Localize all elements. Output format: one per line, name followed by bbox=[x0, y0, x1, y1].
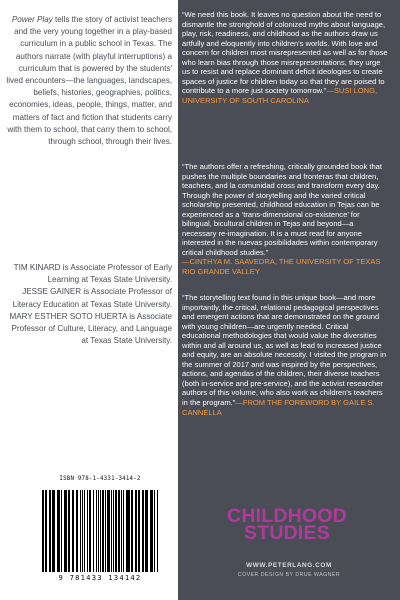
author-bios bbox=[4, 262, 172, 347]
barcode-bar bbox=[73, 490, 74, 572]
barcode-bar bbox=[107, 490, 110, 572]
barcode-bar bbox=[113, 490, 114, 572]
barcode-bar bbox=[82, 490, 83, 572]
cover-designer: COVER DESIGN BY DRUE WAGNER bbox=[237, 572, 341, 578]
barcode-bar bbox=[89, 490, 92, 572]
barcode-bar bbox=[157, 490, 158, 572]
barcode-bar bbox=[43, 490, 44, 572]
barcode-bar bbox=[98, 490, 99, 572]
endorsement-quote bbox=[178, 10, 388, 105]
barcode-bar bbox=[136, 490, 137, 572]
barcode-bar bbox=[151, 490, 153, 572]
barcode-bar bbox=[121, 490, 122, 572]
barcode-bar bbox=[138, 490, 140, 572]
publisher-url: WWW.PETERLANG.COM bbox=[246, 562, 332, 569]
barcode-bar bbox=[84, 490, 86, 572]
barcode-bar bbox=[58, 490, 60, 572]
barcode-graphic bbox=[32, 484, 168, 572]
barcode-bar bbox=[76, 490, 79, 572]
barcode-bar bbox=[45, 490, 47, 572]
left-column bbox=[0, 0, 178, 600]
book-summary bbox=[4, 14, 172, 148]
quote-text: “The storytelling text found in this unique book—and more importantly, the critical, relational pedagogical perspectives and emergent actions that are demonstrated on the ground with young children—are urgently needed. Critical educational methodologies that would value the diversities within and all around us, as well as lead to increased justice and equity, are an absolute necessity. I visited the program in the summer of 2017 and was inspired by the perspectives, actions, and agendas of the children, their diverse teachers (both in-service and pre-service), and the activist researcher authors of this volume, who also work as children's teachers in the program.” bbox=[182, 293, 387, 408]
barcode-bar bbox=[105, 490, 106, 572]
isbn-number: ISBN 978-1-4331-3414-2 bbox=[59, 476, 141, 482]
quote-attribution: —CINTHYA M. SAAVEDRA, THE UNIVERSITY OF TEXAS RIO GRANDE VALLEY bbox=[182, 257, 381, 277]
quote-attribution: —FROM THE FOREWORD BY GAILE S. CANNELLA bbox=[182, 398, 375, 417]
barcode-bar bbox=[100, 490, 101, 572]
series-name: CHILDHOOD STUDIES bbox=[227, 505, 347, 544]
barcode-digits: 9 781433 134142 bbox=[58, 573, 142, 582]
barcode-bar bbox=[123, 490, 124, 572]
endorsement-quote bbox=[178, 162, 388, 277]
barcode-bar bbox=[115, 490, 117, 572]
barcode-bar bbox=[50, 490, 51, 572]
quote-text: “The authors offer a refreshing, critically grounded book that pushes the multiple boundaries and fronteras that children, teachers, and la comunidad cross and transform every day. Through the power of storytelling and the varied critical scholarship presented, childhood education in Tejas can be experienced as a ‘trans-dimensional co-existence’ for bilingual, bicultural children in Tejas and beyond—a necessary re-imagination. It is a must read for anyone interested in the nuevas posibilidades within contemporary critical childhood studies.” bbox=[182, 162, 382, 257]
barcode-bar bbox=[143, 490, 144, 572]
barcode-bar bbox=[93, 490, 95, 572]
barcode-bar bbox=[154, 490, 155, 572]
author-bio: MARY ESTHER SOTO HUERTA is Associate Professor of Culture, Literacy, and Language at Texas State University. bbox=[9, 311, 172, 346]
barcode-bar bbox=[52, 490, 55, 572]
author-bio: TIM KINARD is Associate Professor of Early Learning at Texas State University. bbox=[13, 263, 172, 285]
quote-text: “We need this book. It leaves no question about the need to dismantle the stronghold of colonized myths about language, play, risk, readiness, and childhood as the authors draw us artfully and eloquently into children's worlds. With love and concern for children most misrepresented as well as for those who learn bias through those misrepresentations, they urge us to resist and replace dominant deficit ideologies to create spaces of justice for children today so that they are poised to contribute to a more just society tomorrow.” bbox=[182, 10, 388, 96]
barcode-bar bbox=[61, 490, 62, 572]
author-bio: JESSE GAINER is Associate Professor of Literacy Education at Texas State University. bbox=[12, 287, 172, 309]
barcode-bar bbox=[131, 490, 133, 572]
isbn-barcode bbox=[32, 476, 168, 586]
book-title: Power Play bbox=[11, 15, 53, 24]
foreword-quote bbox=[178, 293, 388, 417]
summary-text: tells the story of activist teachers and the very young together in a play-based curriculum in a public school in Texas. The authors narrate (with playful interruptions) a curriculum that is powered by the students' lived encounters—the languages, landscapes, beliefs, histories, geographies, politics, economies, ideas, people, things, matter, and matters of fact and fiction that students carry with them to school, that carry them to school, through school, through their lives. bbox=[6, 15, 172, 147]
barcode-bar bbox=[145, 490, 148, 572]
barcode-bar bbox=[127, 490, 130, 572]
quote-attribution: —SUSI LONG, UNIVERSITY OF SOUTH CAROLINA bbox=[182, 86, 378, 105]
barcode-bar bbox=[65, 490, 67, 572]
barcode-bar bbox=[68, 490, 70, 572]
